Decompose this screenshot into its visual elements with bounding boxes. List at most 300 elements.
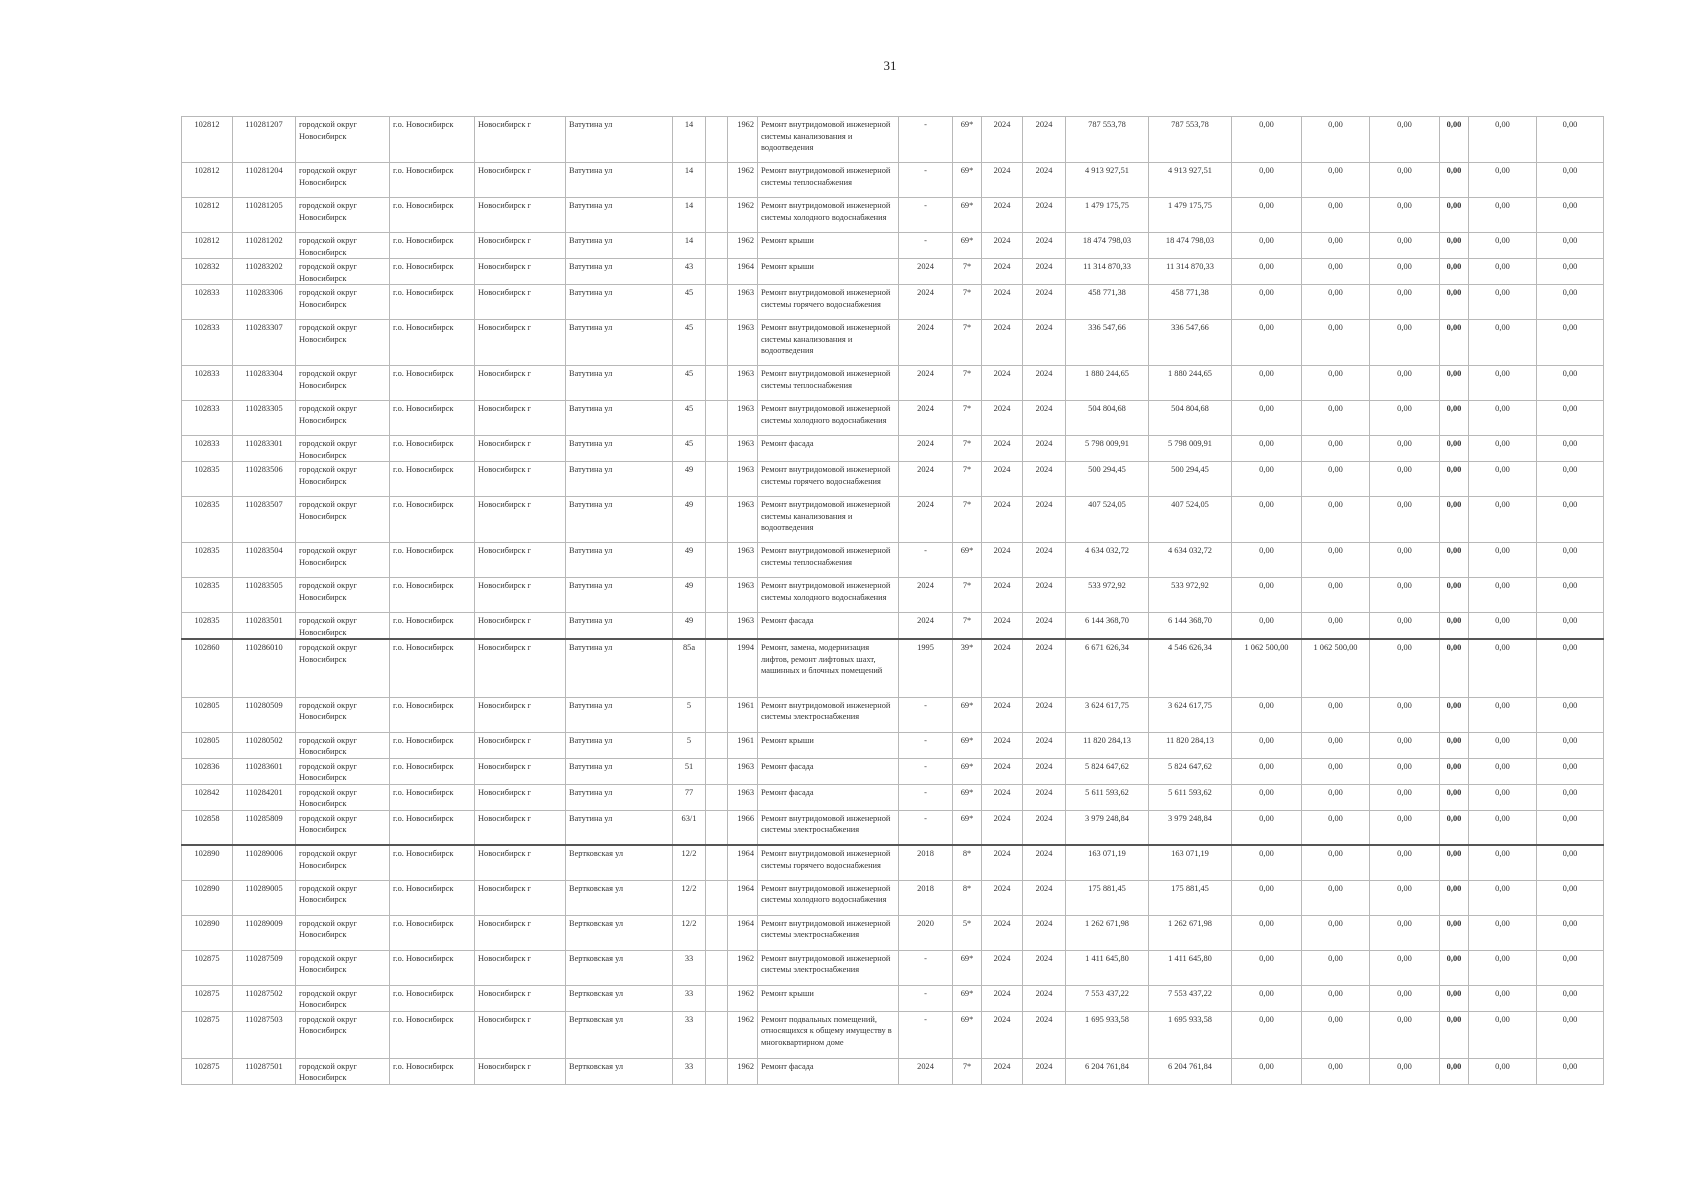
- row-fund-6: 0,00: [1537, 784, 1604, 810]
- row-fund-6: 0,00: [1537, 810, 1604, 845]
- row-house: 49: [673, 543, 706, 578]
- row-code: 110280502: [233, 732, 296, 758]
- row-fund-3: 0,00: [1370, 613, 1440, 640]
- row-code: 110283601: [233, 758, 296, 784]
- row-owners-funds: 1 479 175,75: [1149, 198, 1232, 233]
- row-owners-funds: 4 913 927,51: [1149, 163, 1232, 198]
- row-id: 102875: [182, 950, 233, 985]
- row-id: 102875: [182, 1058, 233, 1084]
- row-fund-6: 0,00: [1537, 578, 1604, 613]
- row-work-type: Ремонт внутридомовой инженерной системы электроснабжения: [758, 915, 899, 950]
- row-owners-funds: 407 524,05: [1149, 497, 1232, 543]
- row-work-type: Ремонт фасада: [758, 758, 899, 784]
- row-fund-5: 0,00: [1469, 1058, 1537, 1084]
- row-prev-repair: -: [899, 198, 953, 233]
- row-settlement: Новосибирск г: [475, 285, 566, 320]
- row-settlement: Новосибирск г: [475, 366, 566, 401]
- row-id: 102860: [182, 639, 233, 697]
- row-municipality: г.о. Новосибирск: [390, 697, 475, 732]
- row-house: 45: [673, 401, 706, 436]
- row-fund-2: 0,00: [1302, 613, 1370, 640]
- row-work-type: Ремонт крыши: [758, 233, 899, 259]
- row-house: 43: [673, 259, 706, 285]
- row-plan-year: 2024: [982, 497, 1023, 543]
- row-owners-funds: 163 071,19: [1149, 845, 1232, 880]
- row-fund-5: 0,00: [1469, 366, 1537, 401]
- row-fund-1: 0,00: [1232, 697, 1302, 732]
- row-fund-4: 0,00: [1440, 578, 1469, 613]
- row-id: 102836: [182, 758, 233, 784]
- row-schedule: 69*: [953, 117, 982, 163]
- row-district: городской округ Новосибирск: [296, 784, 390, 810]
- row-code: 110281205: [233, 198, 296, 233]
- table-row: [182, 543, 1604, 578]
- row-built-year: 1962: [728, 950, 758, 985]
- row-street: Ватутина ул: [566, 320, 673, 366]
- row-blank: [706, 285, 728, 320]
- row-built-year: 1963: [728, 613, 758, 640]
- table-row: [182, 845, 1604, 880]
- row-prev-repair: -: [899, 543, 953, 578]
- row-house: 5: [673, 732, 706, 758]
- row-built-year: 1964: [728, 845, 758, 880]
- row-built-year: 1962: [728, 985, 758, 1011]
- row-work-type: Ремонт фасада: [758, 436, 899, 462]
- row-fund-3: 0,00: [1370, 117, 1440, 163]
- row-plan-year-end: 2024: [1023, 1011, 1066, 1058]
- row-prev-repair: 2018: [899, 880, 953, 915]
- row-code: 110283306: [233, 285, 296, 320]
- row-blank: [706, 697, 728, 732]
- row-fund-1: 0,00: [1232, 117, 1302, 163]
- row-fund-5: 0,00: [1469, 543, 1537, 578]
- row-prev-repair: -: [899, 697, 953, 732]
- row-blank: [706, 163, 728, 198]
- row-house: 33: [673, 1011, 706, 1058]
- row-fund-4: 0,00: [1440, 810, 1469, 845]
- row-prev-repair: -: [899, 784, 953, 810]
- row-fund-1: 0,00: [1232, 613, 1302, 640]
- row-owners-funds: 4 634 032,72: [1149, 543, 1232, 578]
- row-owners-funds: 4 546 626,34: [1149, 639, 1232, 697]
- row-work-type: Ремонт внутридомовой инженерной системы горячего водоснабжения: [758, 462, 899, 497]
- row-district: городской округ Новосибирск: [296, 543, 390, 578]
- row-plan-year: 2024: [982, 915, 1023, 950]
- row-work-type: Ремонт внутридомовой инженерной системы канализования и водоотведения: [758, 497, 899, 543]
- row-built-year: 1964: [728, 915, 758, 950]
- row-id: 102835: [182, 543, 233, 578]
- row-municipality: г.о. Новосибирск: [390, 1058, 475, 1084]
- row-fund-6: 0,00: [1537, 462, 1604, 497]
- row-fund-2: 0,00: [1302, 697, 1370, 732]
- row-work-type: Ремонт крыши: [758, 259, 899, 285]
- row-plan-year-end: 2024: [1023, 198, 1066, 233]
- row-settlement: Новосибирск г: [475, 985, 566, 1011]
- row-blank: [706, 366, 728, 401]
- row-code: 110283202: [233, 259, 296, 285]
- row-plan-year-end: 2024: [1023, 401, 1066, 436]
- row-total-cost: 533 972,92: [1066, 578, 1149, 613]
- row-fund-5: 0,00: [1469, 880, 1537, 915]
- row-fund-6: 0,00: [1537, 320, 1604, 366]
- row-plan-year-end: 2024: [1023, 784, 1066, 810]
- row-prev-repair: 2024: [899, 259, 953, 285]
- row-district: городской округ Новосибирск: [296, 462, 390, 497]
- row-fund-4: 0,00: [1440, 985, 1469, 1011]
- table-row: [182, 198, 1604, 233]
- row-built-year: 1963: [728, 462, 758, 497]
- row-owners-funds: 533 972,92: [1149, 578, 1232, 613]
- row-fund-1: 0,00: [1232, 462, 1302, 497]
- row-schedule: 7*: [953, 578, 982, 613]
- row-fund-4: 0,00: [1440, 401, 1469, 436]
- row-id: 102890: [182, 845, 233, 880]
- row-work-type: Ремонт подвальных помещений, относящихся к общему имуществу в многоквартирном доме: [758, 1011, 899, 1058]
- row-fund-2: 0,00: [1302, 845, 1370, 880]
- row-blank: [706, 578, 728, 613]
- row-built-year: 1963: [728, 401, 758, 436]
- row-built-year: 1963: [728, 285, 758, 320]
- row-house: 77: [673, 784, 706, 810]
- row-fund-3: 0,00: [1370, 401, 1440, 436]
- table-row: [182, 259, 1604, 285]
- row-fund-3: 0,00: [1370, 436, 1440, 462]
- row-schedule: 7*: [953, 462, 982, 497]
- row-schedule: 69*: [953, 950, 982, 985]
- row-municipality: г.о. Новосибирск: [390, 732, 475, 758]
- table-row: [182, 758, 1604, 784]
- row-fund-6: 0,00: [1537, 639, 1604, 697]
- row-work-type: Ремонт внутридомовой инженерной системы холодного водоснабжения: [758, 880, 899, 915]
- row-municipality: г.о. Новосибирск: [390, 462, 475, 497]
- row-work-type: Ремонт крыши: [758, 985, 899, 1011]
- table-row: [182, 697, 1604, 732]
- row-settlement: Новосибирск г: [475, 915, 566, 950]
- row-plan-year-end: 2024: [1023, 915, 1066, 950]
- row-total-cost: 1 262 671,98: [1066, 915, 1149, 950]
- row-fund-4: 0,00: [1440, 233, 1469, 259]
- row-prev-repair: -: [899, 1011, 953, 1058]
- row-fund-2: 0,00: [1302, 436, 1370, 462]
- row-settlement: Новосибирск г: [475, 233, 566, 259]
- row-district: городской округ Новосибирск: [296, 436, 390, 462]
- row-fund-1: 0,00: [1232, 163, 1302, 198]
- row-settlement: Новосибирск г: [475, 784, 566, 810]
- row-settlement: Новосибирск г: [475, 578, 566, 613]
- row-plan-year-end: 2024: [1023, 732, 1066, 758]
- row-fund-5: 0,00: [1469, 401, 1537, 436]
- row-fund-4: 0,00: [1440, 366, 1469, 401]
- row-street: Ватутина ул: [566, 462, 673, 497]
- row-fund-2: 0,00: [1302, 320, 1370, 366]
- row-fund-5: 0,00: [1469, 259, 1537, 285]
- row-schedule: 7*: [953, 436, 982, 462]
- row-fund-2: 0,00: [1302, 285, 1370, 320]
- row-blank: [706, 985, 728, 1011]
- row-house: 12/2: [673, 880, 706, 915]
- row-prev-repair: -: [899, 117, 953, 163]
- row-code: 110286010: [233, 639, 296, 697]
- row-fund-3: 0,00: [1370, 1011, 1440, 1058]
- row-code: 110283505: [233, 578, 296, 613]
- row-plan-year: 2024: [982, 845, 1023, 880]
- row-blank: [706, 845, 728, 880]
- row-plan-year-end: 2024: [1023, 810, 1066, 845]
- row-fund-5: 0,00: [1469, 985, 1537, 1011]
- row-fund-6: 0,00: [1537, 117, 1604, 163]
- row-street: Ватутина ул: [566, 163, 673, 198]
- row-fund-5: 0,00: [1469, 697, 1537, 732]
- row-plan-year-end: 2024: [1023, 950, 1066, 985]
- row-fund-5: 0,00: [1469, 784, 1537, 810]
- row-street: Вертковская ул: [566, 1058, 673, 1084]
- row-district: городской округ Новосибирск: [296, 117, 390, 163]
- row-fund-4: 0,00: [1440, 1011, 1469, 1058]
- table-row: [182, 613, 1604, 640]
- row-total-cost: 5 611 593,62: [1066, 784, 1149, 810]
- row-blank: [706, 784, 728, 810]
- row-owners-funds: 500 294,45: [1149, 462, 1232, 497]
- row-district: городской округ Новосибирск: [296, 810, 390, 845]
- row-work-type: Ремонт внутридомовой инженерной системы горячего водоснабжения: [758, 845, 899, 880]
- row-prev-repair: -: [899, 732, 953, 758]
- row-settlement: Новосибирск г: [475, 259, 566, 285]
- row-id: 102875: [182, 985, 233, 1011]
- row-plan-year: 2024: [982, 198, 1023, 233]
- row-plan-year-end: 2024: [1023, 436, 1066, 462]
- row-id: 102833: [182, 401, 233, 436]
- row-fund-2: 0,00: [1302, 1011, 1370, 1058]
- row-fund-1: 0,00: [1232, 543, 1302, 578]
- row-built-year: 1961: [728, 732, 758, 758]
- row-fund-4: 0,00: [1440, 259, 1469, 285]
- row-fund-6: 0,00: [1537, 198, 1604, 233]
- page-number: 31: [883, 58, 897, 73]
- row-street: Ватутина ул: [566, 198, 673, 233]
- table-row: [182, 320, 1604, 366]
- row-schedule: 69*: [953, 732, 982, 758]
- row-settlement: Новосибирск г: [475, 758, 566, 784]
- row-fund-6: 0,00: [1537, 985, 1604, 1011]
- row-street: Ватутина ул: [566, 259, 673, 285]
- row-schedule: 69*: [953, 985, 982, 1011]
- row-prev-repair: 2024: [899, 436, 953, 462]
- row-blank: [706, 880, 728, 915]
- row-fund-4: 0,00: [1440, 163, 1469, 198]
- row-district: городской округ Новосибирск: [296, 497, 390, 543]
- row-street: Вертковская ул: [566, 880, 673, 915]
- row-plan-year: 2024: [982, 1058, 1023, 1084]
- row-id: 102835: [182, 462, 233, 497]
- row-district: городской округ Новосибирск: [296, 198, 390, 233]
- row-municipality: г.о. Новосибирск: [390, 985, 475, 1011]
- row-code: 110283304: [233, 366, 296, 401]
- row-municipality: г.о. Новосибирск: [390, 233, 475, 259]
- row-built-year: 1963: [728, 758, 758, 784]
- row-fund-2: 0,00: [1302, 810, 1370, 845]
- row-schedule: 69*: [953, 758, 982, 784]
- table-row: [182, 233, 1604, 259]
- row-municipality: г.о. Новосибирск: [390, 880, 475, 915]
- row-schedule: 7*: [953, 366, 982, 401]
- row-fund-3: 0,00: [1370, 915, 1440, 950]
- row-built-year: 1963: [728, 543, 758, 578]
- row-prev-repair: 2024: [899, 613, 953, 640]
- row-work-type: Ремонт внутридомовой инженерной системы канализования и водоотведения: [758, 320, 899, 366]
- row-schedule: 7*: [953, 320, 982, 366]
- row-fund-5: 0,00: [1469, 320, 1537, 366]
- row-total-cost: 504 804,68: [1066, 401, 1149, 436]
- row-owners-funds: 6 204 761,84: [1149, 1058, 1232, 1084]
- row-fund-4: 0,00: [1440, 117, 1469, 163]
- row-id: 102835: [182, 578, 233, 613]
- row-fund-6: 0,00: [1537, 285, 1604, 320]
- row-total-cost: 787 553,78: [1066, 117, 1149, 163]
- row-fund-5: 0,00: [1469, 915, 1537, 950]
- row-fund-2: 0,00: [1302, 880, 1370, 915]
- row-settlement: Новосибирск г: [475, 613, 566, 640]
- row-plan-year-end: 2024: [1023, 117, 1066, 163]
- row-settlement: Новосибирск г: [475, 880, 566, 915]
- row-district: городской округ Новосибирск: [296, 1058, 390, 1084]
- row-settlement: Новосибирск г: [475, 543, 566, 578]
- row-plan-year: 2024: [982, 320, 1023, 366]
- row-total-cost: 163 071,19: [1066, 845, 1149, 880]
- row-fund-5: 0,00: [1469, 732, 1537, 758]
- row-municipality: г.о. Новосибирск: [390, 163, 475, 198]
- row-id: 102833: [182, 320, 233, 366]
- row-house: 45: [673, 436, 706, 462]
- row-owners-funds: 11 820 284,13: [1149, 732, 1232, 758]
- row-total-cost: 18 474 798,03: [1066, 233, 1149, 259]
- row-code: 110283506: [233, 462, 296, 497]
- row-plan-year-end: 2024: [1023, 285, 1066, 320]
- row-plan-year: 2024: [982, 880, 1023, 915]
- row-district: городской округ Новосибирск: [296, 233, 390, 259]
- row-code: 110287501: [233, 1058, 296, 1084]
- row-fund-4: 0,00: [1440, 1058, 1469, 1084]
- row-blank: [706, 233, 728, 259]
- row-street: Ватутина ул: [566, 578, 673, 613]
- row-blank: [706, 401, 728, 436]
- row-schedule: 69*: [953, 543, 982, 578]
- row-id: 102812: [182, 233, 233, 259]
- row-code: 110283307: [233, 320, 296, 366]
- row-work-type: Ремонт фасада: [758, 613, 899, 640]
- table-row: [182, 285, 1604, 320]
- row-fund-3: 0,00: [1370, 233, 1440, 259]
- row-municipality: г.о. Новосибирск: [390, 366, 475, 401]
- row-schedule: 69*: [953, 784, 982, 810]
- row-settlement: Новосибирск г: [475, 639, 566, 697]
- row-code: 110281207: [233, 117, 296, 163]
- row-prev-repair: 2024: [899, 1058, 953, 1084]
- row-district: городской округ Новосибирск: [296, 259, 390, 285]
- row-code: 110283301: [233, 436, 296, 462]
- row-schedule: 39*: [953, 639, 982, 697]
- row-settlement: Новосибирск г: [475, 163, 566, 198]
- row-fund-4: 0,00: [1440, 880, 1469, 915]
- row-fund-4: 0,00: [1440, 497, 1469, 543]
- row-settlement: Новосибирск г: [475, 810, 566, 845]
- row-fund-3: 0,00: [1370, 758, 1440, 784]
- row-municipality: г.о. Новосибирск: [390, 198, 475, 233]
- row-plan-year-end: 2024: [1023, 320, 1066, 366]
- row-plan-year: 2024: [982, 163, 1023, 198]
- row-district: городской округ Новосибирск: [296, 697, 390, 732]
- row-fund-1: 0,00: [1232, 320, 1302, 366]
- row-district: городской округ Новосибирск: [296, 985, 390, 1011]
- row-fund-2: 0,00: [1302, 915, 1370, 950]
- row-fund-5: 0,00: [1469, 810, 1537, 845]
- row-id: 102805: [182, 732, 233, 758]
- row-prev-repair: 2024: [899, 497, 953, 543]
- row-plan-year: 2024: [982, 732, 1023, 758]
- row-plan-year-end: 2024: [1023, 845, 1066, 880]
- row-built-year: 1962: [728, 1058, 758, 1084]
- row-fund-1: 0,00: [1232, 497, 1302, 543]
- row-total-cost: 458 771,38: [1066, 285, 1149, 320]
- row-fund-5: 0,00: [1469, 233, 1537, 259]
- row-code: 110289009: [233, 915, 296, 950]
- row-district: городской округ Новосибирск: [296, 758, 390, 784]
- row-fund-3: 0,00: [1370, 784, 1440, 810]
- row-owners-funds: 11 314 870,33: [1149, 259, 1232, 285]
- row-code: 110287503: [233, 1011, 296, 1058]
- row-street: Вертковская ул: [566, 915, 673, 950]
- row-municipality: г.о. Новосибирск: [390, 950, 475, 985]
- row-owners-funds: 787 553,78: [1149, 117, 1232, 163]
- row-fund-3: 0,00: [1370, 543, 1440, 578]
- row-built-year: 1963: [728, 497, 758, 543]
- row-fund-6: 0,00: [1537, 543, 1604, 578]
- row-street: Ватутина ул: [566, 613, 673, 640]
- row-work-type: Ремонт внутридомовой инженерной системы канализования и водоотведения: [758, 117, 899, 163]
- row-fund-5: 0,00: [1469, 950, 1537, 985]
- row-house: 49: [673, 578, 706, 613]
- row-settlement: Новосибирск г: [475, 697, 566, 732]
- table-row: [182, 985, 1604, 1011]
- row-fund-4: 0,00: [1440, 462, 1469, 497]
- row-municipality: г.о. Новосибирск: [390, 613, 475, 640]
- row-built-year: 1963: [728, 436, 758, 462]
- row-fund-6: 0,00: [1537, 1011, 1604, 1058]
- row-work-type: Ремонт внутридомовой инженерной системы холодного водоснабжения: [758, 401, 899, 436]
- table-row: [182, 950, 1604, 985]
- row-built-year: 1962: [728, 233, 758, 259]
- row-fund-3: 0,00: [1370, 845, 1440, 880]
- row-prev-repair: 1995: [899, 639, 953, 697]
- row-built-year: 1966: [728, 810, 758, 845]
- row-schedule: 7*: [953, 497, 982, 543]
- row-blank: [706, 950, 728, 985]
- row-settlement: Новосибирск г: [475, 1058, 566, 1084]
- row-fund-5: 0,00: [1469, 285, 1537, 320]
- row-fund-2: 0,00: [1302, 784, 1370, 810]
- row-prev-repair: 2018: [899, 845, 953, 880]
- row-fund-1: 0,00: [1232, 758, 1302, 784]
- row-fund-5: 0,00: [1469, 462, 1537, 497]
- row-prev-repair: -: [899, 810, 953, 845]
- row-work-type: Ремонт внутридомовой инженерной системы электроснабжения: [758, 697, 899, 732]
- row-fund-3: 0,00: [1370, 578, 1440, 613]
- row-settlement: Новосибирск г: [475, 845, 566, 880]
- row-code: 110280509: [233, 697, 296, 732]
- row-fund-5: 0,00: [1469, 639, 1537, 697]
- row-fund-4: 0,00: [1440, 950, 1469, 985]
- row-district: городской округ Новосибирск: [296, 578, 390, 613]
- row-district: городской округ Новосибирск: [296, 401, 390, 436]
